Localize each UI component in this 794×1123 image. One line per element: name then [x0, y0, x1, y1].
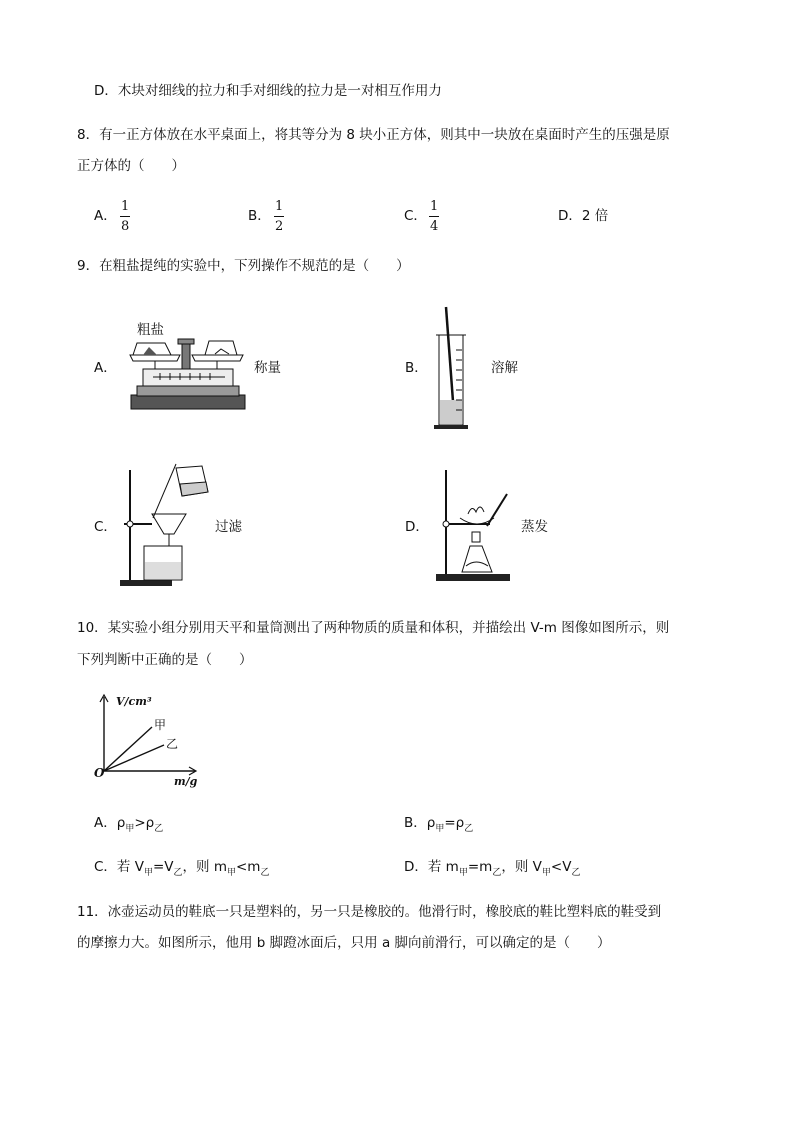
fraction-denominator: 2: [275, 219, 284, 234]
graph-line-jia-label: 甲: [154, 718, 167, 732]
graduated-cylinder-figure: [432, 305, 472, 430]
q9-option-d-label: D．: [405, 519, 429, 535]
fraction-numerator: 1: [430, 199, 439, 214]
balance-scale-figure: [125, 335, 250, 413]
q8-option-a-fraction: [120, 199, 130, 234]
q8-option-b-label: B．: [248, 208, 271, 224]
q10-option-c: C．若 $V_甲=V_乙$，则 $m_甲<m_乙$: [94, 859, 270, 878]
q9-stem: 9．在粗盐提纯的实验中，下列操作不规范的是（ ）: [77, 258, 410, 274]
q8-option-a-label: A．: [94, 208, 117, 224]
fraction-numerator: 1: [121, 199, 130, 214]
line-yi: [104, 745, 164, 771]
q8-stem-line2: 正方体的（ ）: [77, 158, 185, 174]
q8-option-c-fraction: [429, 199, 439, 234]
q10-option-b: B．$\rho_甲=\rho_乙$: [404, 815, 474, 834]
evaporation-setup-figure: [432, 466, 516, 586]
q10-option-a: A．$\rho_甲>\rho_乙$: [94, 815, 164, 834]
q9-b-caption: 溶解: [491, 360, 518, 376]
fraction-denominator: 4: [430, 219, 439, 234]
line-jia: [104, 727, 152, 771]
q11-stem-line1: 11．冰壶运动员的鞋底一只是塑料的，另一只是橡胶的。他滑行时，橡胶底的鞋比塑料底的鞋受到: [77, 904, 662, 920]
q8-stem-line1: 8．有一正方体放在水平桌面上，将其等分为 8 块小正方体，则其中一块放在桌面时产生的压强是原: [77, 127, 670, 143]
graph-y-axis-label: V/cm³: [116, 695, 152, 708]
q8-option-c-label: C．: [404, 208, 427, 224]
graph-x-axis-label: m/g: [174, 775, 198, 788]
q10-stem-line2: 下列判断中正确的是（ ）: [77, 652, 253, 668]
q9-option-a-label: A．: [94, 360, 117, 376]
q8-option-b-fraction: [274, 199, 284, 234]
graph-origin-label: O: [94, 766, 105, 780]
q7-option-d: D．木块对细线的拉力和手对细线的拉力是一对相互作用力: [94, 83, 442, 99]
q9-c-caption: 过滤: [215, 519, 242, 535]
q10-stem-line1: 10．某实验小组分别用天平和量筒测出了两种物质的质量和体积，并描绘出 V-m 图像如图所示，则: [77, 620, 670, 636]
q9-option-c-label: C．: [94, 519, 117, 535]
filtration-setup-figure: [116, 462, 222, 590]
q9-a-coarse-salt-label: 粗盐: [137, 322, 164, 338]
graph-line-yi-label: 乙: [166, 737, 179, 751]
q9-d-caption: 蒸发: [521, 519, 548, 535]
q9-a-caption: 称量: [254, 360, 281, 376]
q9-option-b-label: B．: [405, 360, 428, 376]
q8-option-d: D．2 倍: [558, 208, 609, 224]
q10-option-d: D．若 $m_甲=m_乙$，则 $V_甲<V_乙$: [404, 859, 581, 878]
fraction-denominator: 8: [121, 219, 130, 234]
fraction-numerator: 1: [275, 199, 284, 214]
q11-stem-line2: 的摩擦力大。如图所示，他用 b 脚蹬冰面后，只用 a 脚向前滑行，可以确定的是（ ）: [77, 935, 611, 951]
